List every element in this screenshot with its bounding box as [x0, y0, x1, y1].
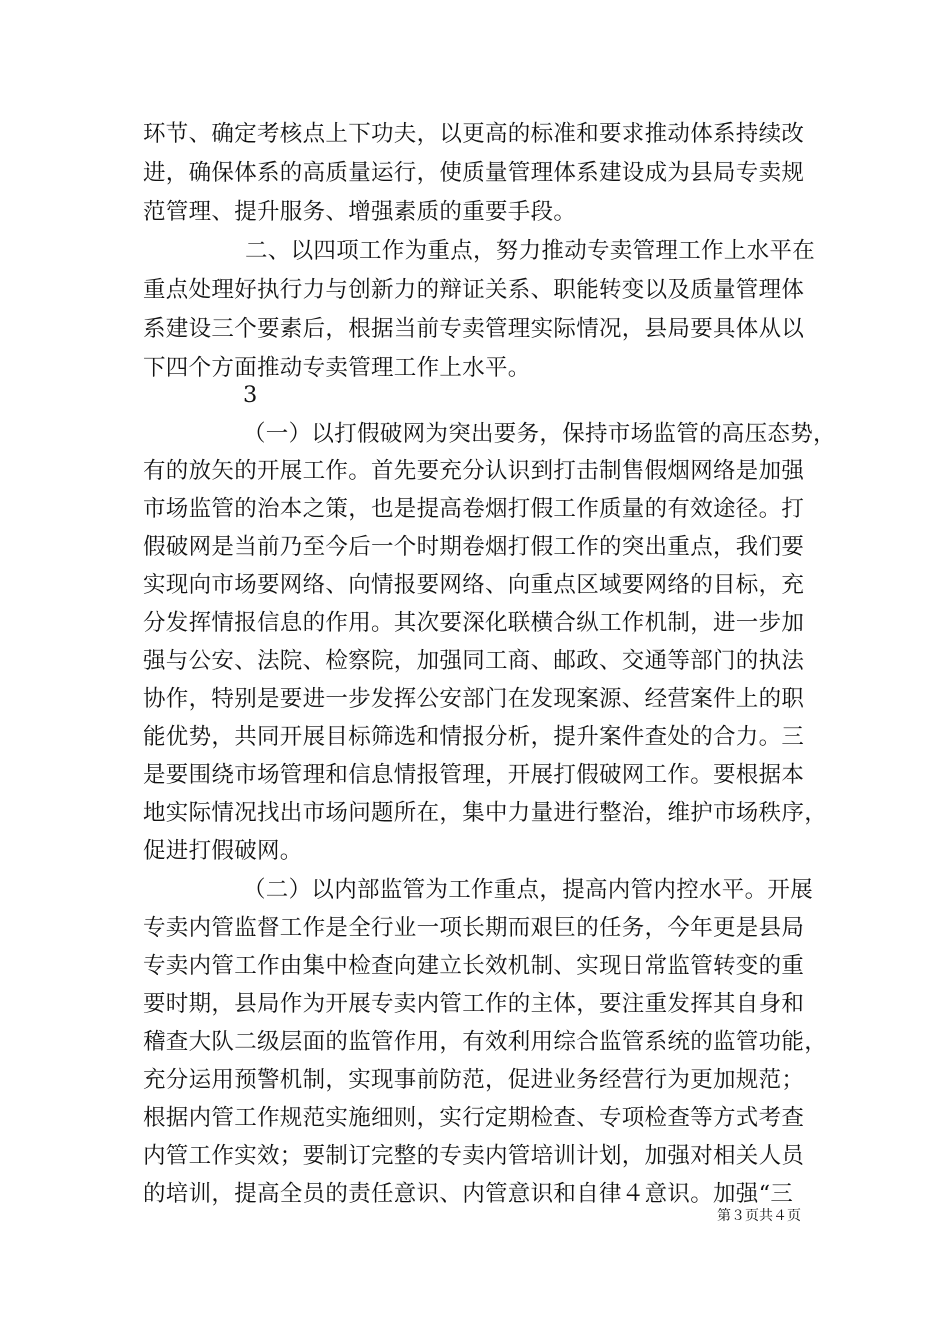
text-line: 稽查大队二级层面的监管作用，有效利用综合监管系统的监管功能，: [143, 1029, 828, 1055]
text-line: 有的放矢的开展工作。首先要充分认识到打击制售假烟网络是加强: [143, 458, 805, 484]
text-line: 内管工作实效；要制订完整的专卖内管培训计划，加强对相关人员: [143, 1143, 805, 1169]
text-line: 要时期，县局作为开展专卖内管工作的主体，要注重发挥其自身和: [143, 991, 805, 1017]
text-line: 能优势，共同开展目标筛选和情报分析，提升案件查处的合力。三: [143, 724, 805, 750]
text-line: 范管理、提升服务、增强素质的重要手段。: [143, 199, 577, 225]
text-line: 分发挥情报信息的作用。其次要深化联横合纵工作机制，进一步加: [143, 610, 805, 636]
text-line: 进，确保体系的高质量运行，使质量管理体系建设成为县局专卖规: [143, 160, 805, 186]
section-heading: 二、以四项工作为重点，努力推动专卖管理工作上水平在: [245, 238, 816, 264]
text-line: 系建设三个要素后，根据当前专卖管理实际情况，县局要具体从以: [143, 316, 805, 342]
text-line: 假破网是当前乃至今后一个时期卷烟打假工作的突出重点，我们要: [143, 534, 805, 560]
text-line: 专卖内管工作由集中检查向建立长效机制、实现日常监管转变的重: [143, 953, 805, 979]
text-line: 专卖内管监督工作是全行业一项长期而艰巨的任务，今年更是县局: [143, 915, 805, 941]
text-line: 根据内管工作规范实施细则，实行定期检查、专项检查等方式考查: [143, 1105, 805, 1131]
subsection-heading: （二）以内部监管为工作重点，提高内管内控水平。开展: [243, 877, 814, 903]
text-line: 重点处理好执行力与创新力的辩证关系、职能转变以及质量管理体: [143, 277, 805, 303]
text-line: 是要围绕市场管理和信息情报管理，开展打假破网工作。要根据本: [143, 762, 805, 788]
text-line: 下四个方面推动专卖管理工作上水平。: [143, 355, 531, 381]
text-line: 协作，特别是要进一步发挥公安部门在发现案源、经营案件上的职: [143, 686, 805, 712]
text-line: 环节、确定考核点上下功夫，以更高的标准和要求推动体系持续改: [143, 121, 805, 147]
subsection-heading: （一）以打假破网为突出要务，保持市场监管的高压态势，: [243, 421, 836, 447]
text-line: 促进打假破网。: [143, 838, 303, 864]
text-line: 的培训，提高全员的责任意识、内管意识和自律４意识。加强“三: [143, 1181, 794, 1207]
text-line: 强与公安、法院、检察院，加强同工商、邮政、交通等部门的执法: [143, 648, 805, 674]
text-line: 充分运用预警机制，实现事前防范，促进业务经营行为更加规范；: [143, 1067, 805, 1093]
text-line: 实现向市场要网络、向情报要网络、向重点区域要网络的目标，充: [143, 572, 805, 598]
page-footer: 第３页共４页: [717, 1208, 801, 1224]
inline-page-number: 3: [243, 382, 258, 408]
text-line: 地实际情况找出市场问题所在，集中力量进行整治，维护市场秩序，: [143, 800, 828, 826]
text-line: 市场监管的治本之策，也是提高卷烟打假工作质量的有效途径。打: [143, 496, 805, 522]
